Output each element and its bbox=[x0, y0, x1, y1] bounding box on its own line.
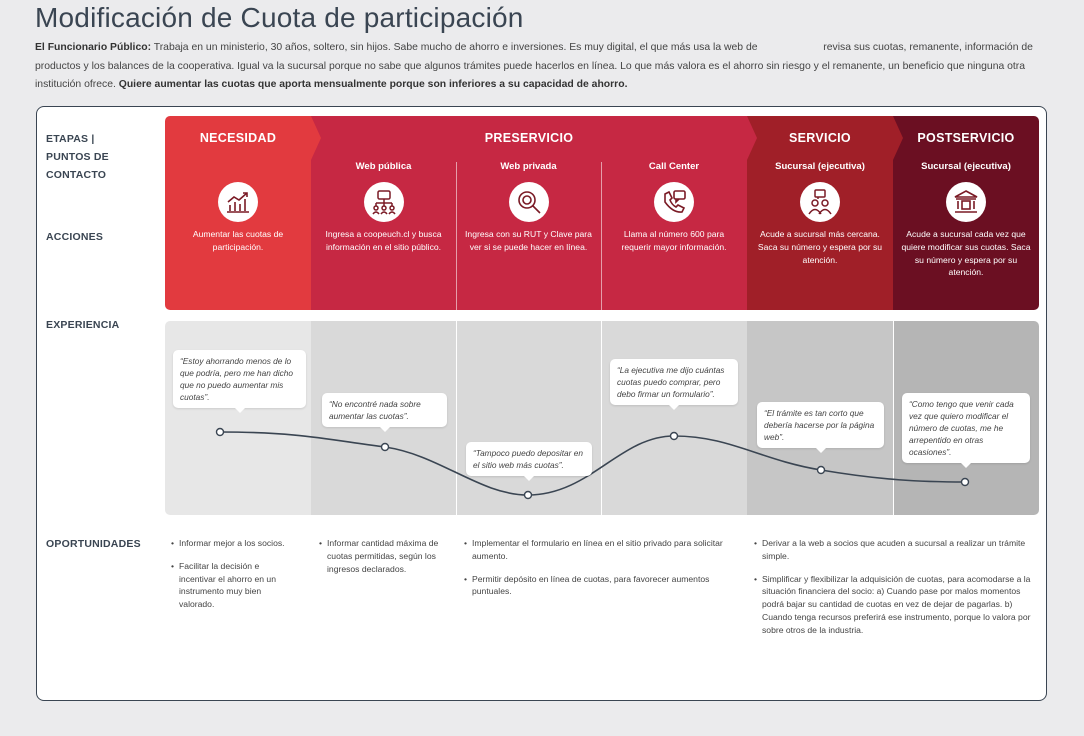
label-experience: EXPERIENCIA bbox=[46, 319, 120, 331]
experience-point bbox=[382, 444, 389, 451]
opportunity-item: • Informar cantidad máxima de cuotas permitidas, según los ingresos declarados. bbox=[319, 537, 454, 575]
touchpoint-title: Call Center bbox=[648, 161, 700, 172]
opportunity-item: • Informar mejor a los socios. bbox=[171, 537, 296, 550]
action-text: Llama al número 600 para requerir mayor información. bbox=[621, 229, 727, 252]
opportunity-item: • Permitir depósito en línea de cuotas, para favorecer aumentos puntuales. bbox=[464, 573, 726, 599]
persona-name: El Funcionario Público: bbox=[35, 42, 152, 53]
persona-text-a: Trabaja en un ministerio, 30 años, soltero, sin hijos. Sabe mucho de ahorro e inversiones. Es muy digital, el que más usa la web de bbox=[151, 42, 761, 53]
page-title: Modificación de Cuota de participación bbox=[35, 2, 524, 33]
stage-name: SERVICIO bbox=[789, 131, 851, 145]
quote-bubble: “El trámite es tan corto que debería hacerse por la página web”. bbox=[757, 402, 884, 448]
quote-bubble: “No encontré nada sobre aumentar las cuotas”. bbox=[322, 393, 447, 427]
opportunity-item: • Implementar el formulario en línea en el sitio privado para solicitar aumento. bbox=[464, 537, 726, 563]
label-stages-line1: ETAPAS | bbox=[46, 133, 95, 145]
persona-highlight: Quiere aumentar las cuotas que aporta mensualmente porque son inferiores a su capacidad de ahorro. bbox=[118, 79, 628, 90]
persona-text-b: revisa sus cuotas, remanente, información de productos y los balances de la cooperativa. Igual va la sucursal porque no sabe que algunos trámites puede hacerlos en línea. Lo que más valora es el ahorro sin riesgo y el remanente, un beneficio que ninguna otra institución ofrece. bbox=[35, 42, 1033, 90]
label-stages-line2: PUNTOS DE bbox=[46, 151, 109, 163]
opportunity-item: • Derivar a la web a socios que acuden a sucursal a realizar un trámite simple. bbox=[754, 537, 1034, 563]
action-text: Acude a sucursal cada vez que quiere modificar sus cuotas. Saca su número y espera por su atención. bbox=[901, 229, 1031, 278]
experience-point bbox=[671, 433, 678, 440]
opportunities-web-privada bbox=[464, 537, 726, 608]
opportunities-necesidad bbox=[171, 537, 296, 621]
quote-bubble: “Estoy ahorrando menos de lo que podría, pero me han dicho que no puedo aumentar mis cuotas”. bbox=[173, 350, 306, 408]
touchpoint-title: Web pública bbox=[355, 161, 412, 172]
experience-point bbox=[962, 479, 969, 486]
stage-name: POSTSERVICIO bbox=[917, 131, 1015, 145]
opportunities-web-publica bbox=[319, 537, 454, 585]
experience-point bbox=[525, 492, 532, 499]
label-stages-line3: CONTACTO bbox=[46, 169, 107, 181]
action-text: Acude a sucursal más cercana. Saca su número y espera por su atención. bbox=[757, 229, 883, 265]
label-opportunities: OPORTUNIDADES bbox=[46, 538, 141, 550]
opportunity-item: • Simplificar y flexibilizar la adquisición de cuotas, para acomodarse a la situación financiera del socio: a) Cuando pase por malos momentos podrá bajar su cantidad de cuotas en vez de dejar de pagarlas. b) Cuando tenga recursos preferirá ese instrumento, porque lo valora por sobre otros de la industria. bbox=[754, 573, 1034, 637]
quote-bubble: “Como tengo que venir cada vez que quiero modificar el número de cuotas, me he arrepentido en otras ocasiones”. bbox=[902, 393, 1030, 463]
stage-name: NECESIDAD bbox=[199, 131, 277, 145]
quote-bubble: “Tampoco puedo depositar en el sitio web más cuotas”. bbox=[466, 442, 592, 476]
experience-point bbox=[217, 429, 224, 436]
quote-bubble: “La ejecutiva me dijo cuántas cuotas puedo comprar, pero debo firmar un formulario”. bbox=[610, 359, 738, 405]
stage-name: PRESERVICIO bbox=[484, 131, 574, 145]
label-actions: ACCIONES bbox=[46, 231, 104, 243]
touchpoint-title: Sucursal (ejecutiva) bbox=[775, 161, 865, 172]
opportunities-servicio bbox=[754, 537, 1034, 647]
touchpoint-title: Web privada bbox=[500, 161, 557, 172]
experience-point bbox=[818, 467, 825, 474]
action-text: Aumentar las cuotas de participación. bbox=[192, 229, 284, 252]
action-text: Ingresa con su RUT y Clave para ver si se puede hacer en línea. bbox=[465, 229, 592, 252]
opportunity-item: • Facilitar la decisión e incentivar el ahorro en un instrumento muy bien valorado. bbox=[171, 560, 296, 611]
touchpoint-title: Sucursal (ejecutiva) bbox=[921, 161, 1011, 172]
action-text: Ingresa a coopeuch.cl y busca información en el sitio público. bbox=[325, 229, 442, 252]
